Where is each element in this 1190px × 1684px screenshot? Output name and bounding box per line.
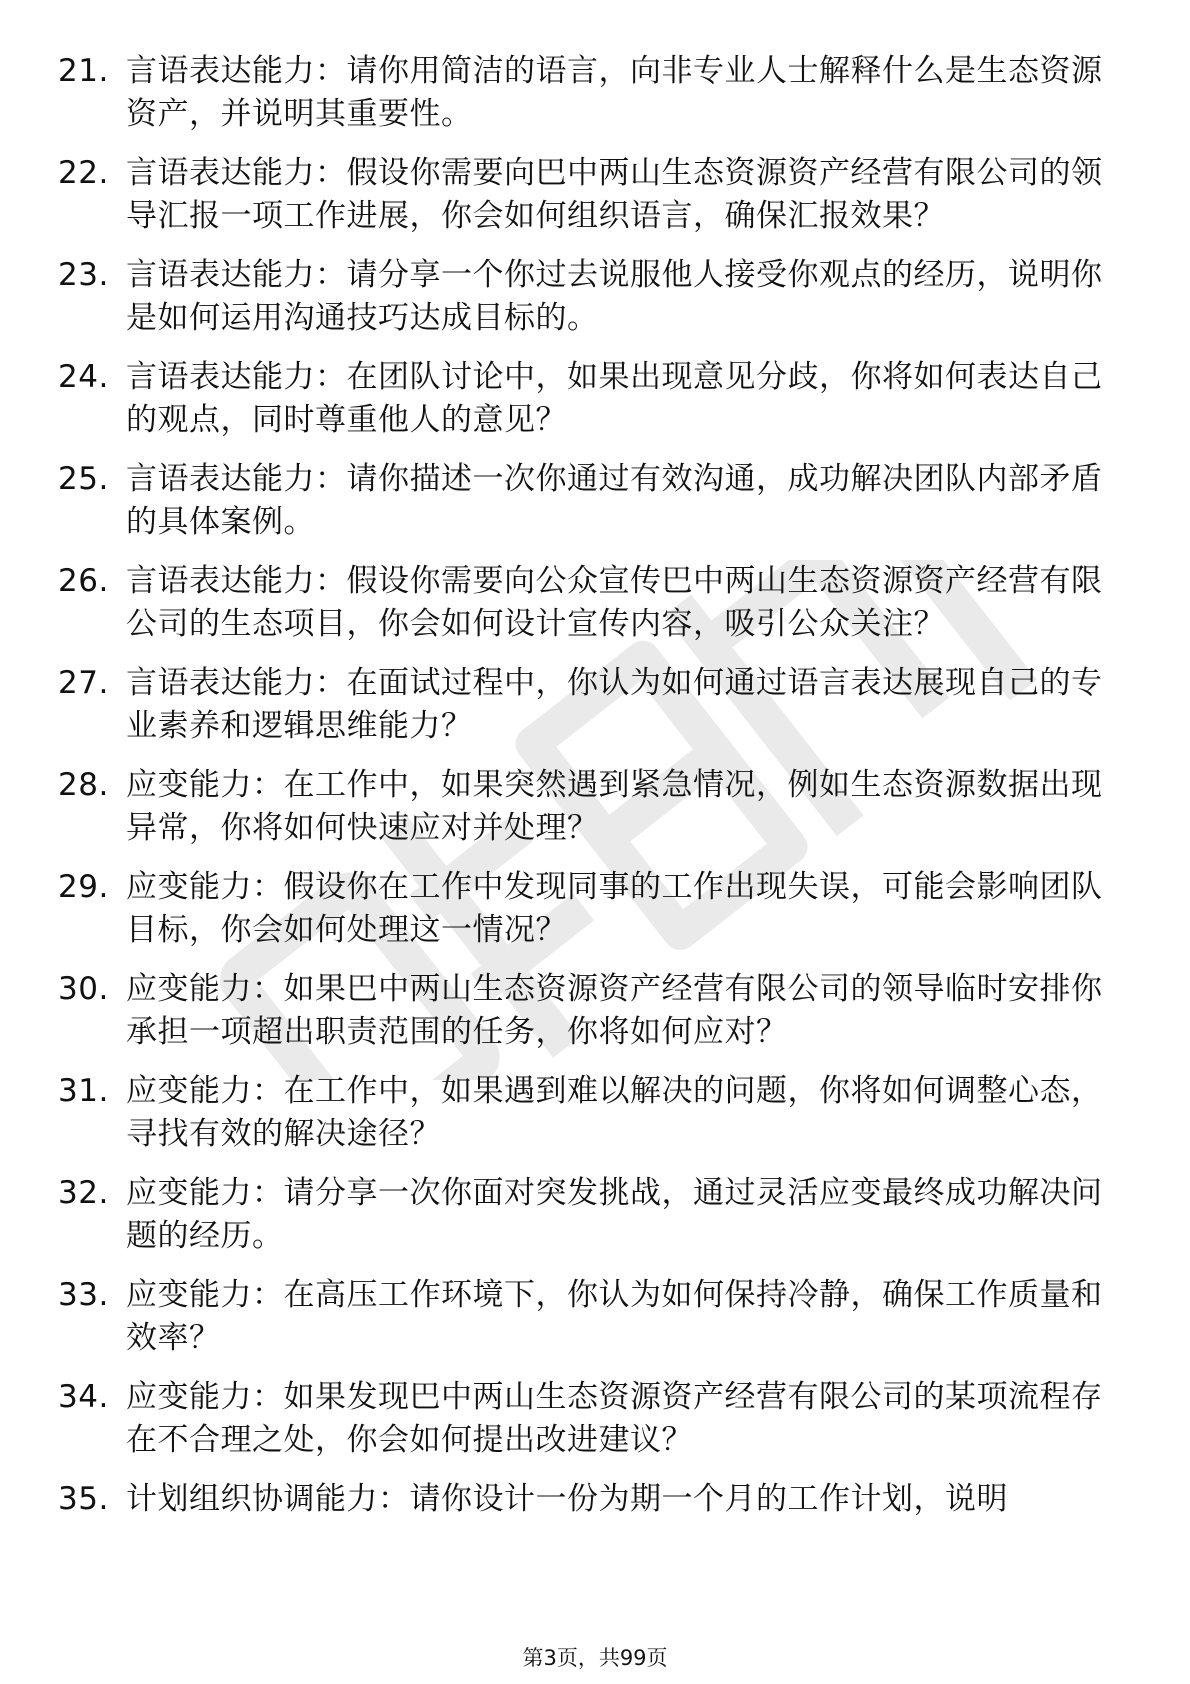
question-text: 应变能力：假设你在工作中发现同事的工作出现失误，可能会影响团队目标，你会如何处理这一情况？ (126, 869, 1103, 948)
list-item (58, 968, 1118, 1054)
question-number: 28. (58, 767, 109, 803)
question-text: 言语表达能力：请分享一个你过去说服他人接受你观点的经历，说明你是如何运用沟通技巧达成目标的。 (126, 257, 1103, 336)
list-item (58, 254, 1118, 340)
list-item (58, 764, 1118, 850)
question-text: 应变能力：在工作中，如果遇到难以解决的问题，你将如何调整心态，寻找有效的解决途径？ (126, 1073, 1103, 1152)
question-text: 应变能力：在工作中，如果突然遇到紧急情况，例如生态资源数据出现异常，你将如何快速应对并处理？ (126, 767, 1103, 846)
list-item (58, 1172, 1118, 1258)
question-text: 应变能力：如果巴中两山生态资源资产经营有限公司的领导临时安排你承担一项超出职责范围的任务，你将如何应对？ (126, 971, 1103, 1050)
question-text: 言语表达能力：假设你需要向巴中两山生态资源资产经营有限公司的领导汇报一项工作进展，你会如何组织语言，确保汇报效果？ (126, 155, 1103, 234)
list-item (58, 1274, 1118, 1360)
question-number: 22. (58, 155, 109, 191)
list-item (58, 50, 1118, 136)
question-text: 言语表达能力：请你描述一次你通过有效沟通，成功解决团队内部矛盾的具体案例。 (126, 461, 1103, 540)
question-text: 计划组织协调能力：请你设计一份为期一个月的工作计划，说明 (126, 1481, 1008, 1517)
question-number: 26. (58, 563, 109, 599)
question-number: 23. (58, 257, 109, 293)
question-text: 言语表达能力：假设你需要向公众宣传巴中两山生态资源资产经营有限公司的生态项目，你会如何设计宣传内容，吸引公众关注？ (126, 563, 1103, 642)
question-number: 34. (58, 1379, 109, 1415)
list-item (58, 1478, 1118, 1521)
question-number: 32. (58, 1175, 109, 1211)
question-number: 25. (58, 461, 109, 497)
question-text: 应变能力：请分享一次你面对突发挑战，通过灵活应变最终成功解决问题的经历。 (126, 1175, 1103, 1254)
question-number: 21. (58, 53, 109, 89)
question-number: 31. (58, 1073, 109, 1109)
question-number: 27. (58, 665, 109, 701)
list-item (58, 1376, 1118, 1462)
list-item (58, 560, 1118, 646)
page-indicator: 第3页，共99页 (522, 1646, 668, 1670)
question-list (58, 50, 1118, 1537)
question-text: 应变能力：如果发现巴中两山生态资源资产经营有限公司的某项流程存在不合理之处，你会如何提出改进建议？ (126, 1379, 1103, 1458)
question-text: 言语表达能力：请你用简洁的语言，向非专业人士解释什么是生态资源资产，并说明其重要性。 (126, 53, 1103, 132)
list-item (58, 1070, 1118, 1156)
question-number: 29. (58, 869, 109, 905)
list-item (58, 458, 1118, 544)
question-text: 言语表达能力：在团队讨论中，如果出现意见分歧，你将如何表达自己的观点，同时尊重他人的意见？ (126, 359, 1103, 438)
question-text: 应变能力：在高压工作环境下，你认为如何保持冷静，确保工作质量和效率？ (126, 1277, 1103, 1356)
list-item (58, 152, 1118, 238)
question-text: 言语表达能力：在面试过程中，你认为如何通过语言表达展现自己的专业素养和逻辑思维能力？ (126, 665, 1103, 744)
question-number: 30. (58, 971, 109, 1007)
list-item (58, 866, 1118, 952)
question-number: 33. (58, 1277, 109, 1313)
list-item (58, 356, 1118, 442)
question-number: 35. (58, 1481, 109, 1517)
list-item (58, 662, 1118, 748)
question-number: 24. (58, 359, 109, 395)
